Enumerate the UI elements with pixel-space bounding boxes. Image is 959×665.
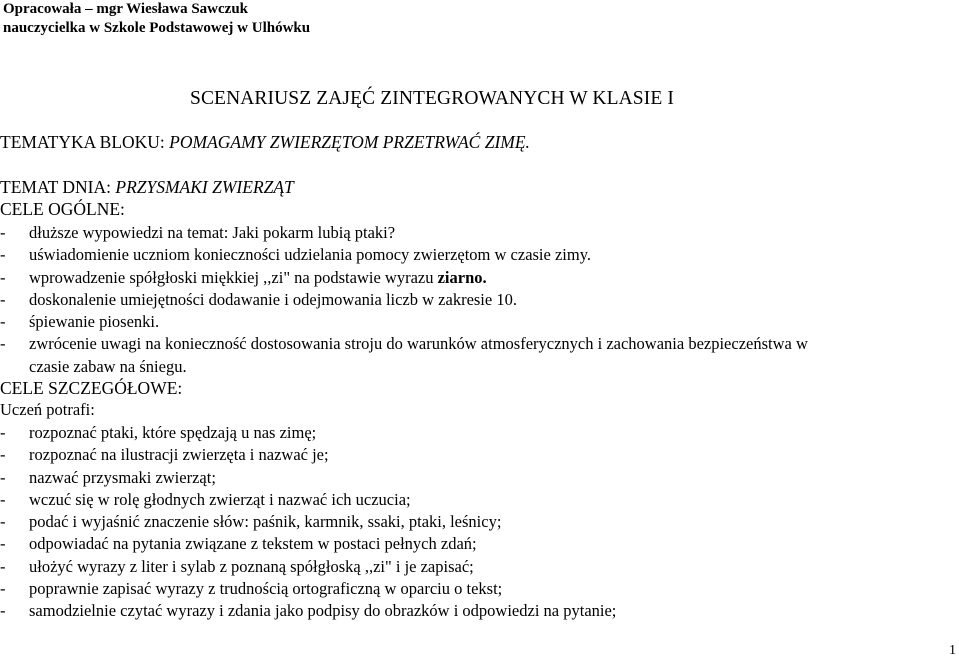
dash-bullet: - — [0, 267, 6, 287]
dash-bullet: - — [0, 579, 6, 599]
block-theme — [0, 132, 530, 153]
dash-bullet: - — [0, 489, 6, 509]
dash-bullet: - — [0, 245, 6, 265]
dash-bullet: - — [0, 289, 6, 309]
list-item-text: wczuć się w rolę głodnych zwierząt i nazwać ich uczucia; — [29, 489, 411, 509]
author-header — [3, 0, 310, 38]
list-item — [0, 267, 808, 289]
list-item — [0, 333, 808, 378]
dash-bullet: - — [0, 223, 6, 242]
general-goals-list — [0, 222, 808, 378]
day-theme-label: TEMAT DNIA: — [0, 177, 116, 197]
dash-bullet: - — [0, 601, 6, 621]
day-theme — [0, 177, 294, 198]
list-item — [0, 489, 616, 511]
dash-bullet: - — [0, 334, 6, 354]
list-item-text: śpiewanie piosenki. — [29, 312, 160, 332]
list-item — [0, 600, 616, 622]
dash-bullet: - — [0, 534, 6, 554]
list-item — [0, 422, 616, 444]
dash-bullet: - — [0, 512, 6, 532]
list-item-bold: ziarno. — [437, 267, 487, 287]
list-item-text: odpowiadać na pytania związane z tekstem w postaci pełnych zdań; — [29, 534, 477, 554]
dash-bullet: - — [0, 556, 6, 576]
specific-goals-heading: CELE SZCZEGÓŁOWE: — [0, 378, 183, 398]
document-title: SCENARIUSZ ZAJĘĆ ZINTEGROWANYCH W KLASIE I — [190, 88, 674, 109]
list-item — [0, 467, 616, 489]
author-name: Opracowała – mgr Wiesława Sawczuk — [3, 1, 249, 17]
list-item-text: rozpoznać ptaki, które spędzają u nas zimę; — [29, 423, 317, 442]
list-item-text: poprawnie zapisać wyrazy z trudnością ortograficzną w oparciu o tekst; — [29, 579, 503, 599]
day-theme-value: PRZYSMAKI ZWIERZĄT — [115, 177, 294, 197]
list-item-text: nazwać przysmaki zwierząt; — [29, 467, 216, 487]
list-item — [0, 244, 808, 266]
block-theme-value: POMAGAMY ZWIERZĘTOM PRZETRWAĆ ZIMĘ. — [169, 132, 530, 152]
dash-bullet: - — [0, 445, 6, 465]
page-number: 1 — [949, 643, 956, 658]
list-item-text: uświadomienie uczniom konieczności udzielania pomocy zwierzętom w czasie zimy. — [29, 245, 592, 265]
dash-bullet: - — [0, 312, 6, 332]
list-item-text: zwrócenie uwagi na konieczność dostosowania stroju do warunków atmosferycznych i zachowania bezpieczeństwa w — [29, 334, 808, 354]
list-item-text: rozpoznać na ilustracji zwierzęta i nazwać je; — [29, 445, 329, 465]
list-item — [0, 533, 616, 555]
list-item — [0, 311, 808, 333]
specific-goals-intro: Uczeń potrafi: — [0, 400, 95, 419]
author-school: nauczycielka w Szkole Podstawowej w Ulhówku — [3, 20, 311, 36]
list-item — [0, 289, 808, 311]
list-item — [0, 511, 616, 533]
list-item-text: dłuższe wypowiedzi na temat: Jaki pokarm lubią ptaki? — [29, 223, 396, 242]
list-item-continuation: czasie zabaw na śniegu. — [29, 356, 187, 376]
block-theme-label: TEMATYKA BLOKU: — [0, 132, 170, 152]
list-item-text: samodzielnie czytać wyrazy i zdania jako podpisy do obrazków i odpowiedzi na pytanie; — [29, 601, 617, 621]
list-item-text: ułożyć wyrazy z liter i sylab z poznaną spółgłoską ,,zi" i je zapisać; — [29, 556, 474, 576]
list-item — [0, 556, 616, 578]
list-item-text: wprowadzenie spółgłoski miękkiej ,,zi" na podstawie wyrazu — [29, 267, 438, 287]
general-goals-heading: CELE OGÓLNE: — [0, 199, 125, 219]
dash-bullet: - — [0, 423, 6, 442]
list-item-text: podać i wyjaśnić znaczenie słów: paśnik, karmnik, ssaki, ptaki, leśnicy; — [29, 512, 502, 532]
list-item — [0, 222, 808, 244]
list-item-text: doskonalenie umiejętności dodawanie i odejmowania liczb w zakresie 10. — [29, 289, 517, 309]
dash-bullet: - — [0, 467, 6, 487]
list-item — [0, 444, 616, 466]
specific-goals-list — [0, 422, 616, 623]
list-item — [0, 578, 616, 600]
